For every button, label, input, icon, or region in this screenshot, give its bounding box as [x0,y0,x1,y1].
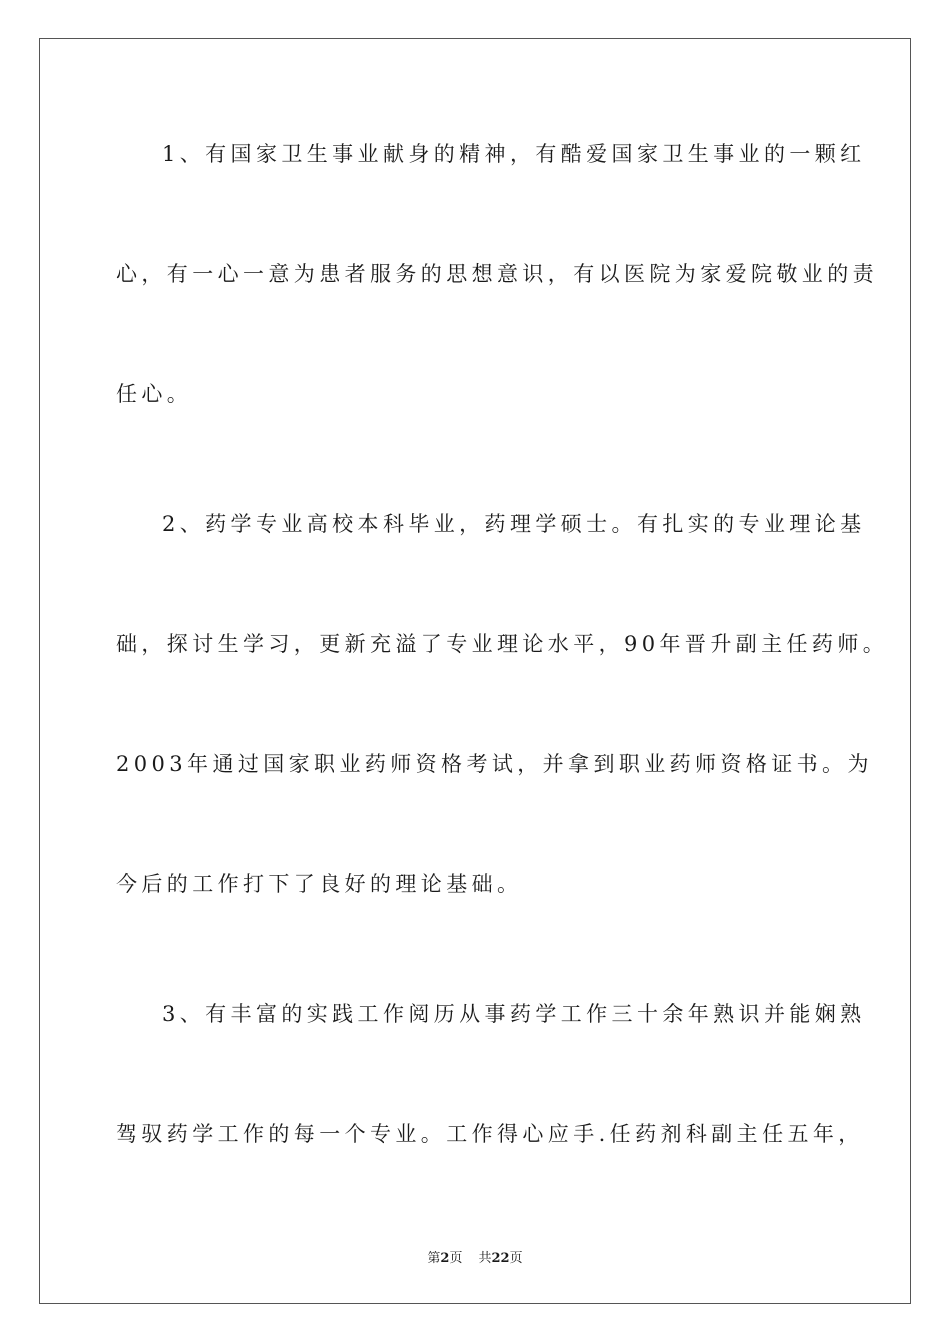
paragraph-3-line-1: 3、有丰富的实践工作阅历从事药学工作三十余年熟识并能娴熟 [162,1002,866,1026]
page-prefix: 第 [427,1251,441,1266]
page-border [39,38,911,1304]
paragraph-2-line-1: 2、药学专业高校本科毕业，药理学硕士。有扎实的专业理论基 [162,512,866,536]
total-pages-number: 22 [491,1251,510,1266]
total-prefix: 共 [478,1251,492,1266]
current-page-number: 2 [440,1251,450,1266]
paragraph-3-line-2: 驾驭药学工作的每一个专业。工作得心应手.任药剂科副主任五年， [116,1122,864,1146]
paragraph-1-line-3: 任心。 [116,382,193,406]
paragraph-1-line-1: 1、有国家卫生事业献身的精神，有酷爱国家卫生事业的一颗红 [162,142,866,166]
page-suffix: 页 [449,1251,463,1266]
total-suffix: 页 [509,1251,523,1266]
paragraph-2-line-3: 2003年通过国家职业药师资格考试，并拿到职业药师资格证书。为 [116,752,873,776]
paragraph-1-line-2: 心，有一心一意为患者服务的思想意识，有以医院为家爱院敬业的责 [116,262,878,286]
paragraph-2-line-4: 今后的工作打下了良好的理论基础。 [116,872,523,896]
paragraph-2-line-2: 础，探讨生学习，更新充溢了专业理论水平，90年晋升副主任药师。 [116,632,889,656]
page-footer [0,1247,950,1266]
